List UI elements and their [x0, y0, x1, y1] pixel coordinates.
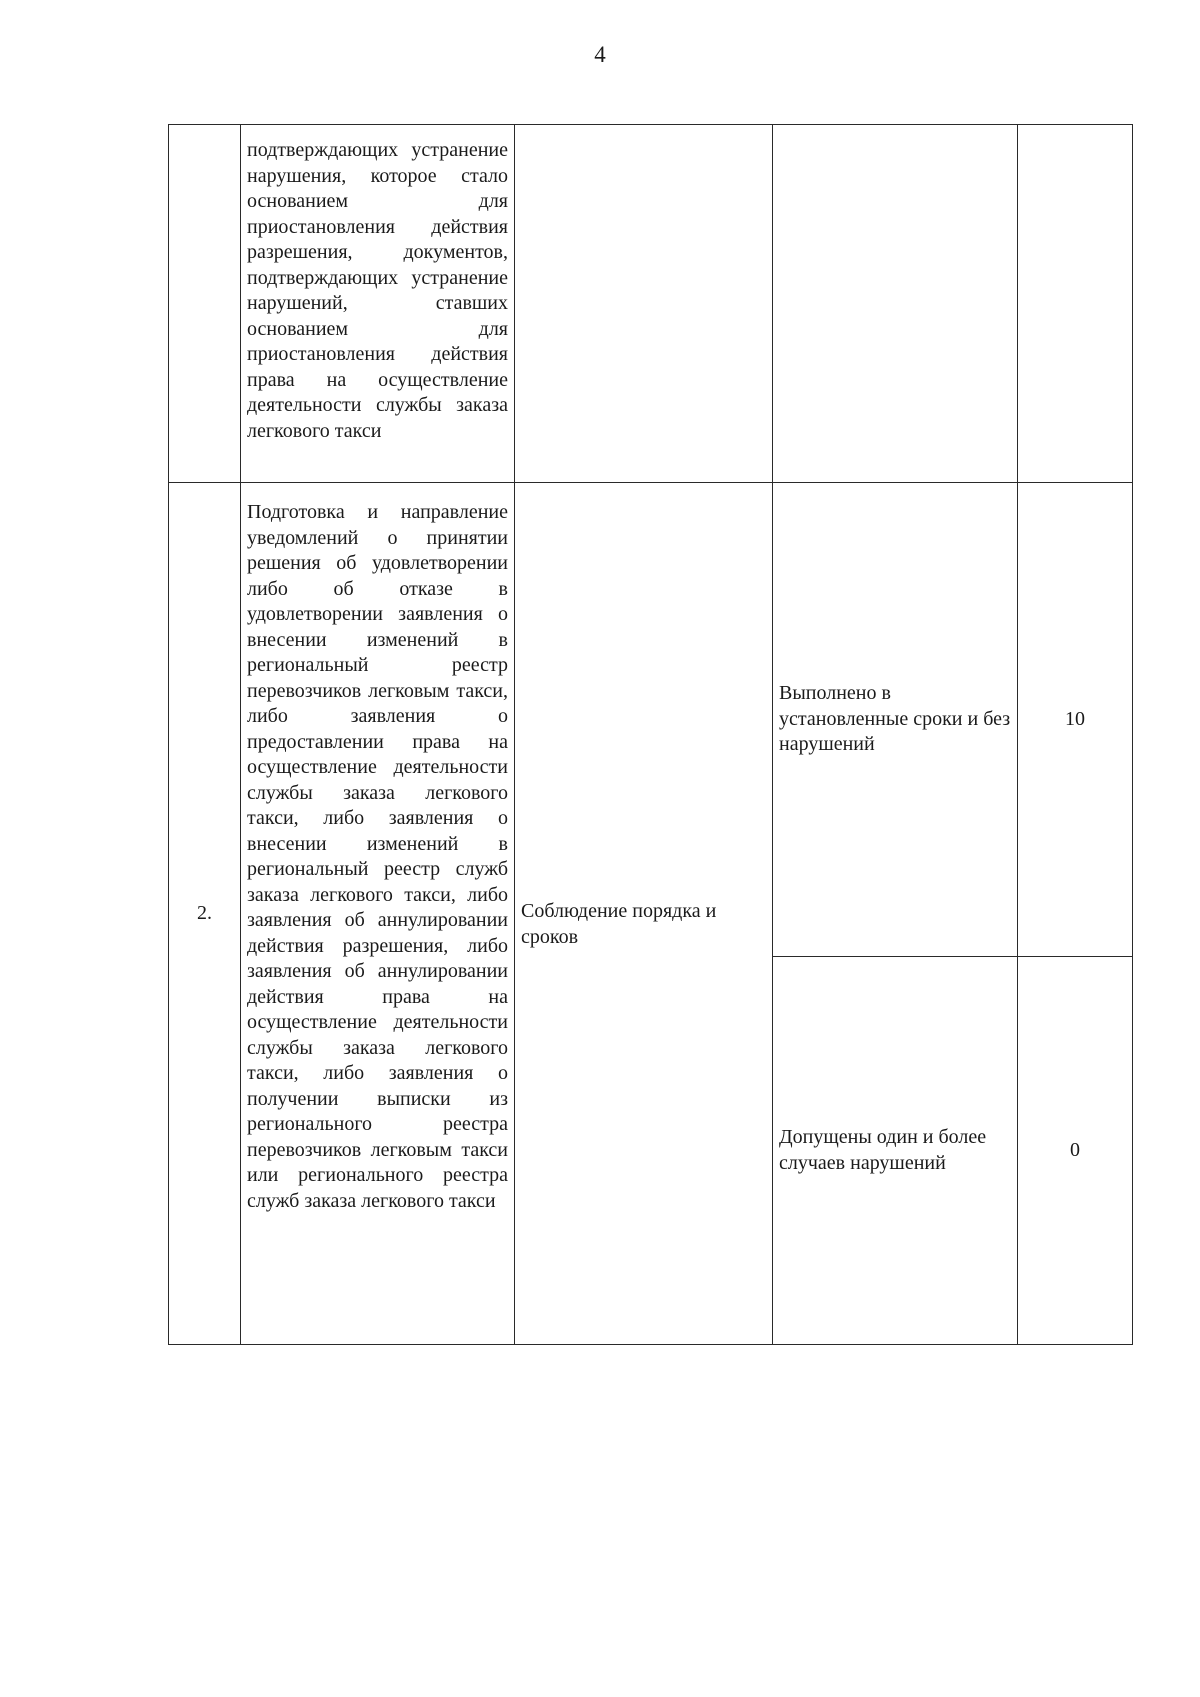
row-number-cell: 2. — [169, 483, 241, 1345]
row-result-cell: Выполнено в установленные сроки и без нарушений — [773, 483, 1018, 957]
row-description-cell: Подготовка и направление уведомлений о принятии решения об удовлетворении либо об отказе в удовлетворении заявления о внесении изменений в региональный реестр перевозчиков легковым такси, либо заявления о предоставлении права на осуществление деятельности службы заказа легкового такси, либо заявления о внесении изменений в региональный реестр служб заказа легкового такси, либо заявления об аннулировании действия разрешения, либо заявления об аннулировании действия права на осуществление деятельности службы заказа легкового такси, либо заявления о получении выписки из регионального реестра перевозчиков легковым такси или регионального реестра служб заказа легкового такси — [241, 483, 515, 1345]
page-number: 4 — [594, 42, 606, 67]
row-criterion-cell: Соблюдение порядка и сроков — [515, 483, 773, 1345]
row-result-cell: Допущены один и более случаев нарушений — [773, 957, 1018, 1345]
row-points-cell: 0 — [1018, 957, 1133, 1345]
row-number-cell — [169, 125, 241, 483]
criteria-table — [168, 124, 1133, 1345]
row-description-cell: подтверждающих устранение нарушения, которое стало основанием для приостановления действия разрешения, документов, подтверждающих устранение нарушений, ставших основанием для приостановления действия права на осуществление деятельности службы заказа легкового такси — [241, 125, 515, 483]
row-criterion-cell — [515, 125, 773, 483]
row-points-cell — [1018, 125, 1133, 483]
table-row-continuation — [169, 125, 1133, 483]
table-row-2 — [169, 483, 1133, 957]
row-result-cell — [773, 125, 1018, 483]
row-points-cell: 10 — [1018, 483, 1133, 957]
